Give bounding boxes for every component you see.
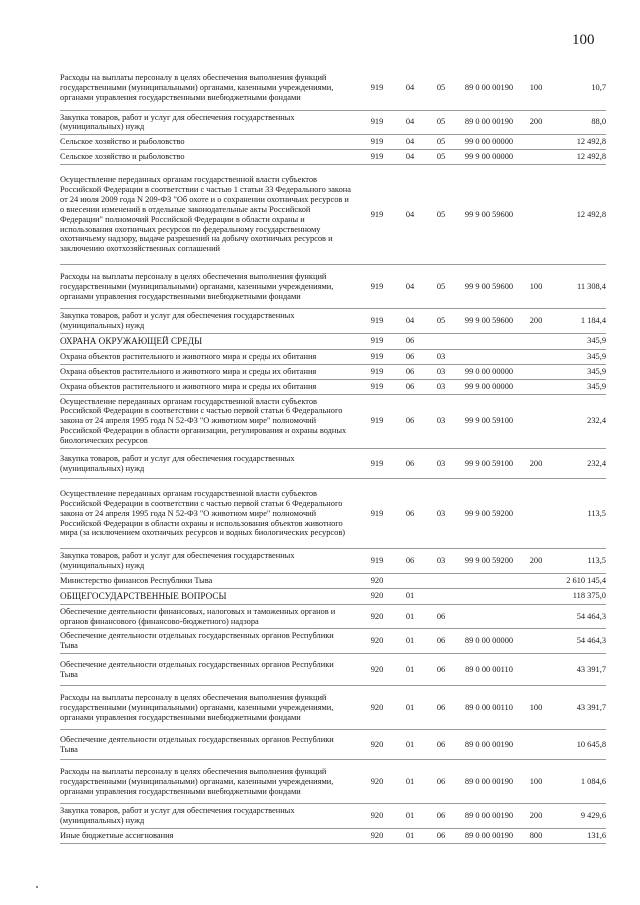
row-section-code: 06 — [394, 549, 426, 574]
table-row — [60, 135, 606, 150]
row-expense-type: 100 — [522, 66, 550, 110]
row-grbs: 919 — [360, 479, 394, 549]
row-subsection-code: 03 — [426, 549, 456, 574]
row-name: Сельское хозяйство и рыболовство — [60, 135, 360, 150]
row-grbs: 919 — [360, 309, 394, 334]
table-row — [60, 479, 606, 549]
row-grbs: 919 — [360, 135, 394, 150]
row-section-code: 04 — [394, 265, 426, 309]
row-target-article: 99 9 00 59200 — [456, 479, 522, 549]
row-subsection-code: 03 — [426, 394, 456, 449]
row-grbs: 919 — [360, 449, 394, 479]
row-section-code: 06 — [394, 379, 426, 394]
row-name: ОХРАНА ОКРУЖАЮЩЕЙ СРЕДЫ — [60, 333, 360, 349]
page-number: 100 — [572, 32, 595, 48]
row-grbs: 919 — [360, 265, 394, 309]
table-row — [60, 349, 606, 364]
row-name: Закупка товаров, работ и услуг для обеспечения государственных (муниципальных) нужд — [60, 549, 360, 574]
row-name: Осуществление переданных органам государственной власти субъектов Российской Федерации в соответствии с частью первой статьи 6 Федерального закона от 24 апреля 1995 года N 52-ФЗ "О животном мире" полномочий Российской Федерации в области организации, регулирования и охраны водных биологических ресурсов — [60, 394, 360, 449]
row-section-code: 04 — [394, 309, 426, 334]
row-section-code: 06 — [394, 394, 426, 449]
row-amount: 10 645,8 — [550, 730, 606, 760]
row-section-code: 06 — [394, 449, 426, 479]
row-amount: 232,4 — [550, 449, 606, 479]
table-row — [60, 573, 606, 588]
row-name: Сельское хозяйство и рыболовство — [60, 150, 360, 165]
row-target-article — [456, 604, 522, 629]
row-grbs: 920 — [360, 573, 394, 588]
row-target-article: 89 0 00 00000 — [456, 629, 522, 654]
row-target-article: 99 9 00 59600 — [456, 309, 522, 334]
row-subsection-code — [426, 573, 456, 588]
row-name: Расходы на выплаты персоналу в целях обеспечения выполнения функций государственными (муниципальными) органами, казенными учреждениями, органами управления государственными внебюджетными фондами — [60, 686, 360, 730]
row-subsection-code: 05 — [426, 66, 456, 110]
row-amount: 113,5 — [550, 549, 606, 574]
row-target-article: 99 0 00 00000 — [456, 364, 522, 379]
table-row — [60, 804, 606, 829]
row-target-article: 89 0 00 00190 — [456, 66, 522, 110]
row-name: Закупка товаров, работ и услуг для обеспечения государственных (муниципальных) нужд — [60, 449, 360, 479]
row-target-article — [456, 588, 522, 604]
row-amount: 345,9 — [550, 364, 606, 379]
table-row — [60, 333, 606, 349]
row-amount: 12 492,8 — [550, 165, 606, 265]
row-grbs: 919 — [360, 394, 394, 449]
table-row — [60, 364, 606, 379]
row-subsection-code: 06 — [426, 629, 456, 654]
row-subsection-code: 06 — [426, 829, 456, 844]
row-amount: 88,0 — [550, 110, 606, 135]
table-row — [60, 654, 606, 686]
row-target-article — [456, 349, 522, 364]
row-amount: 12 492,8 — [550, 135, 606, 150]
row-name: Закупка товаров, работ и услуг для обеспечения государственных (муниципальных) нужд — [60, 309, 360, 334]
row-name: Министерство финансов Республики Тыва — [60, 573, 360, 588]
row-grbs: 919 — [360, 549, 394, 574]
row-name: Закупка товаров, работ и услуг для обеспечения государственных (муниципальных) нужд — [60, 804, 360, 829]
row-section-code: 01 — [394, 829, 426, 844]
row-section-code: 06 — [394, 364, 426, 379]
row-target-article: 89 0 00 00190 — [456, 804, 522, 829]
row-name: Осуществление переданных органам государственной власти субъектов Российской Федерации в соответствии с частью 1 статьи 33 Федерального закона от 24 июля 2009 года N 209-ФЗ "Об охоте и о сохранении охотничьих ресурсов и о внесении изменений в отдельные законодательные акты Российской Федерации" полномочий Российской Федерации в области охраны и использования охотничьих ресурсов по федеральному государственному охотничьему надзору, выдаче разрешений на добычу охотничьих ресурсов и заключению охотхозяйственных соглашений — [60, 165, 360, 265]
row-subsection-code: 06 — [426, 760, 456, 804]
row-name: Охрана объектов растительного и животного мира и среды их обитания — [60, 349, 360, 364]
row-grbs: 919 — [360, 364, 394, 379]
row-expense-type — [522, 135, 550, 150]
table-row — [60, 165, 606, 265]
row-expense-type: 200 — [522, 549, 550, 574]
row-target-article: 99 9 00 59100 — [456, 449, 522, 479]
table-row — [60, 110, 606, 135]
row-expense-type — [522, 730, 550, 760]
row-grbs: 919 — [360, 333, 394, 349]
row-amount: 10,7 — [550, 66, 606, 110]
row-amount: 1 184,4 — [550, 309, 606, 334]
row-amount: 232,4 — [550, 394, 606, 449]
row-section-code: 01 — [394, 629, 426, 654]
row-section-code: 04 — [394, 165, 426, 265]
table-row — [60, 760, 606, 804]
row-expense-type — [522, 364, 550, 379]
row-subsection-code: 03 — [426, 379, 456, 394]
row-amount: 2 610 145,4 — [550, 573, 606, 588]
table-row — [60, 309, 606, 334]
table-row — [60, 549, 606, 574]
row-grbs: 920 — [360, 588, 394, 604]
row-subsection-code: 03 — [426, 479, 456, 549]
row-subsection-code: 06 — [426, 730, 456, 760]
row-section-code — [394, 573, 426, 588]
row-name: Обеспечение деятельности отдельных государственных органов Республики Тыва — [60, 629, 360, 654]
table-row — [60, 379, 606, 394]
row-name: Иные бюджетные ассигнования — [60, 829, 360, 844]
row-target-article: 89 0 00 00190 — [456, 110, 522, 135]
row-section-code: 06 — [394, 349, 426, 364]
row-expense-type: 200 — [522, 804, 550, 829]
row-grbs: 919 — [360, 150, 394, 165]
row-section-code: 06 — [394, 479, 426, 549]
row-expense-type: 200 — [522, 309, 550, 334]
row-grbs: 920 — [360, 629, 394, 654]
row-expense-type — [522, 165, 550, 265]
row-expense-type — [522, 654, 550, 686]
row-amount: 1 084,6 — [550, 760, 606, 804]
row-expense-type — [522, 604, 550, 629]
row-subsection-code — [426, 333, 456, 349]
row-expense-type — [522, 588, 550, 604]
table-row — [60, 265, 606, 309]
row-target-article: 99 9 00 59200 — [456, 549, 522, 574]
row-target-article: 89 0 00 00110 — [456, 654, 522, 686]
row-grbs: 919 — [360, 66, 394, 110]
row-subsection-code: 05 — [426, 110, 456, 135]
table-row — [60, 629, 606, 654]
row-target-article: 99 9 00 00000 — [456, 379, 522, 394]
row-amount: 12 492,8 — [550, 150, 606, 165]
row-grbs: 920 — [360, 760, 394, 804]
row-section-code: 01 — [394, 686, 426, 730]
row-name: Обеспечение деятельности финансовых, налоговых и таможенных органов и органов финансового (финансово-бюджетного) надзора — [60, 604, 360, 629]
row-grbs: 919 — [360, 349, 394, 364]
row-subsection-code: 03 — [426, 349, 456, 364]
table-row — [60, 686, 606, 730]
row-target-article: 99 9 00 59600 — [456, 265, 522, 309]
row-grbs: 920 — [360, 829, 394, 844]
row-section-code: 01 — [394, 730, 426, 760]
row-target-article: 89 0 00 00110 — [456, 686, 522, 730]
row-expense-type — [522, 479, 550, 549]
row-section-code: 04 — [394, 135, 426, 150]
row-section-code: 04 — [394, 66, 426, 110]
scan-mark — [36, 886, 38, 888]
row-name: Обеспечение деятельности отдельных государственных органов Республики Тыва — [60, 730, 360, 760]
table-row — [60, 730, 606, 760]
row-expense-type — [522, 629, 550, 654]
row-expense-type — [522, 573, 550, 588]
row-expense-type — [522, 150, 550, 165]
row-section-code: 04 — [394, 150, 426, 165]
row-expense-type: 100 — [522, 265, 550, 309]
row-amount: 131,6 — [550, 829, 606, 844]
row-target-article: 89 0 00 00190 — [456, 730, 522, 760]
table-row — [60, 449, 606, 479]
row-subsection-code: 06 — [426, 686, 456, 730]
row-expense-type: 100 — [522, 686, 550, 730]
row-section-code: 01 — [394, 760, 426, 804]
row-amount: 43 391,7 — [550, 654, 606, 686]
row-grbs: 920 — [360, 804, 394, 829]
row-name: Обеспечение деятельности отдельных государственных органов Республики Тыва — [60, 654, 360, 686]
row-name: ОБЩЕГОСУДАРСТВЕННЫЕ ВОПРОСЫ — [60, 588, 360, 604]
row-amount: 118 375,0 — [550, 588, 606, 604]
row-section-code: 01 — [394, 588, 426, 604]
row-grbs: 920 — [360, 654, 394, 686]
row-target-article — [456, 333, 522, 349]
row-amount: 54 464,3 — [550, 629, 606, 654]
table-row — [60, 829, 606, 844]
row-subsection-code: 05 — [426, 309, 456, 334]
row-amount: 43 391,7 — [550, 686, 606, 730]
row-amount: 345,9 — [550, 333, 606, 349]
table-row — [60, 150, 606, 165]
table-row — [60, 66, 606, 110]
row-expense-type — [522, 349, 550, 364]
table-row — [60, 604, 606, 629]
row-name: Расходы на выплаты персоналу в целях обеспечения выполнения функций государственными (муниципальными) органами, казенными учреждениями, органами управления государственными внебюджетными фондами — [60, 760, 360, 804]
row-target-article: 99 9 00 00000 — [456, 150, 522, 165]
row-name: Осуществление переданных органам государственной власти субъектов Российской Федерации в соответствии с частью первой статьи 6 Федерального закона от 24 апреля 1995 года N 52-ФЗ "О животном мире" полномочий Российской Федерации в области охраны и использования объектов животного мира (за исключением охотничьих ресурсов и водных биологических ресурсов) — [60, 479, 360, 549]
row-section-code: 01 — [394, 604, 426, 629]
row-subsection-code: 05 — [426, 150, 456, 165]
row-amount: 9 429,6 — [550, 804, 606, 829]
row-grbs: 920 — [360, 686, 394, 730]
row-name: Расходы на выплаты персоналу в целях обеспечения выполнения функций государственными (муниципальными) органами, казенными учреждениями, органами управления государственными внебюджетными фондами — [60, 66, 360, 110]
row-name: Охрана объектов растительного и животного мира и среды их обитания — [60, 364, 360, 379]
row-grbs: 920 — [360, 730, 394, 760]
row-subsection-code: 03 — [426, 449, 456, 479]
row-subsection-code: 06 — [426, 654, 456, 686]
row-grbs: 919 — [360, 379, 394, 394]
row-name: Охрана объектов растительного и животного мира и среды их обитания — [60, 379, 360, 394]
row-section-code: 01 — [394, 654, 426, 686]
row-amount: 113,5 — [550, 479, 606, 549]
row-target-article — [456, 573, 522, 588]
table-row — [60, 588, 606, 604]
row-name: Закупка товаров, работ и услуг для обеспечения государственных (муниципальных) нужд — [60, 110, 360, 135]
row-grbs: 919 — [360, 165, 394, 265]
row-subsection-code: 05 — [426, 165, 456, 265]
row-expense-type — [522, 379, 550, 394]
table-row — [60, 394, 606, 449]
row-target-article: 89 0 00 00190 — [456, 829, 522, 844]
row-grbs: 920 — [360, 604, 394, 629]
row-expense-type: 800 — [522, 829, 550, 844]
row-amount: 345,9 — [550, 379, 606, 394]
row-subsection-code: 06 — [426, 604, 456, 629]
row-grbs: 919 — [360, 110, 394, 135]
row-expense-type: 200 — [522, 449, 550, 479]
row-expense-type: 100 — [522, 760, 550, 804]
row-subsection-code — [426, 588, 456, 604]
row-amount: 54 464,3 — [550, 604, 606, 629]
row-section-code: 04 — [394, 110, 426, 135]
row-amount: 345,9 — [550, 349, 606, 364]
row-expense-type — [522, 333, 550, 349]
row-target-article: 99 9 00 59100 — [456, 394, 522, 449]
row-section-code: 06 — [394, 333, 426, 349]
row-subsection-code: 03 — [426, 364, 456, 379]
row-target-article: 99 9 00 59600 — [456, 165, 522, 265]
row-amount: 11 308,4 — [550, 265, 606, 309]
row-expense-type — [522, 394, 550, 449]
row-target-article: 89 0 00 00190 — [456, 760, 522, 804]
row-subsection-code: 05 — [426, 265, 456, 309]
row-name: Расходы на выплаты персоналу в целях обеспечения выполнения функций государственными (муниципальными) органами, казенными учреждениями, органами управления государственными внебюджетными фондами — [60, 265, 360, 309]
budget-table — [60, 66, 606, 844]
row-target-article: 99 0 00 00000 — [456, 135, 522, 150]
row-expense-type: 200 — [522, 110, 550, 135]
row-section-code: 01 — [394, 804, 426, 829]
row-subsection-code: 06 — [426, 804, 456, 829]
row-subsection-code: 05 — [426, 135, 456, 150]
